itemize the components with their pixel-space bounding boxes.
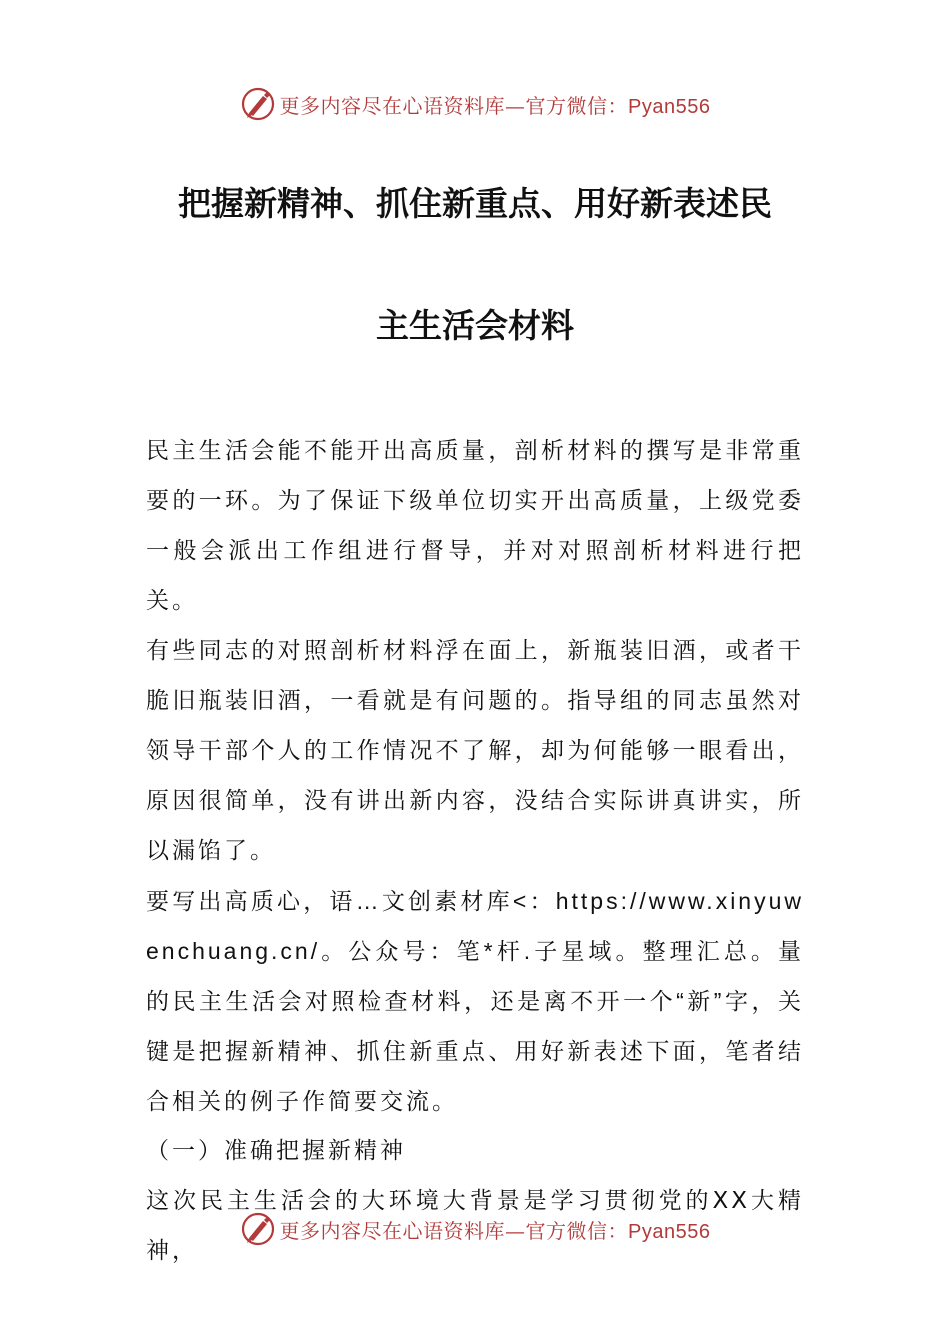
- header-banner-text: 更多内容尽在心语资料库—官方微信：: [279, 93, 629, 118]
- paragraph-2: 有些同志的对照剖析材料浮在面上，新瓶装旧酒，或者干脆旧瓶装旧酒，一看就是有问题的。指导组的同志虽然对领导干部个人的工作情况不了解，却为何能够一眼看出，原因很简单，没有讲出新内容，没结合实际讲真讲实，所以漏馅了。: [146, 638, 804, 864]
- paragraph-3: 要写出高质心，语…文创素材库<：https://www.xinyuwenchuang.cn/。公众号：笔*杆.子星域。整理汇总。量的民主生活会对照检查材料，还是离不开一个“新”字，关键是把握新精神、抓住新重点、用好新表述下面，笔者结合相关的例子作简要交流。: [146, 888, 804, 1114]
- footer-banner-text: 更多内容尽在心语资料库—官方微信：: [279, 1218, 629, 1243]
- footer-banner: [0, 1209, 950, 1249]
- paragraph-1: 民主生活会能不能开出高质量，剖析材料的撰写是非常重要的一环。为了保证下级单位切实开出高质量，上级党委一般会派出工作组进行督导，并对对照剖析材料进行把关。: [146, 438, 804, 614]
- document-body: [146, 426, 804, 1276]
- header-banner: [0, 84, 950, 124]
- document-title-line1: 把握新精神、抓住新重点、用好新表述民: [178, 184, 772, 223]
- section-heading: （一）准确把握新精神: [146, 1138, 406, 1164]
- paragraph-4: 这次民主生活会的大环境大背景是学习贯彻党的XX大精神，: [146, 1188, 804, 1264]
- pen-logo-icon: [240, 1211, 276, 1247]
- header-wechat-id: Pyan556: [628, 95, 711, 118]
- pen-logo-icon: [240, 86, 276, 122]
- document-title-line2: 主生活会材料: [376, 306, 574, 345]
- footer-wechat-id: Pyan556: [628, 1220, 711, 1243]
